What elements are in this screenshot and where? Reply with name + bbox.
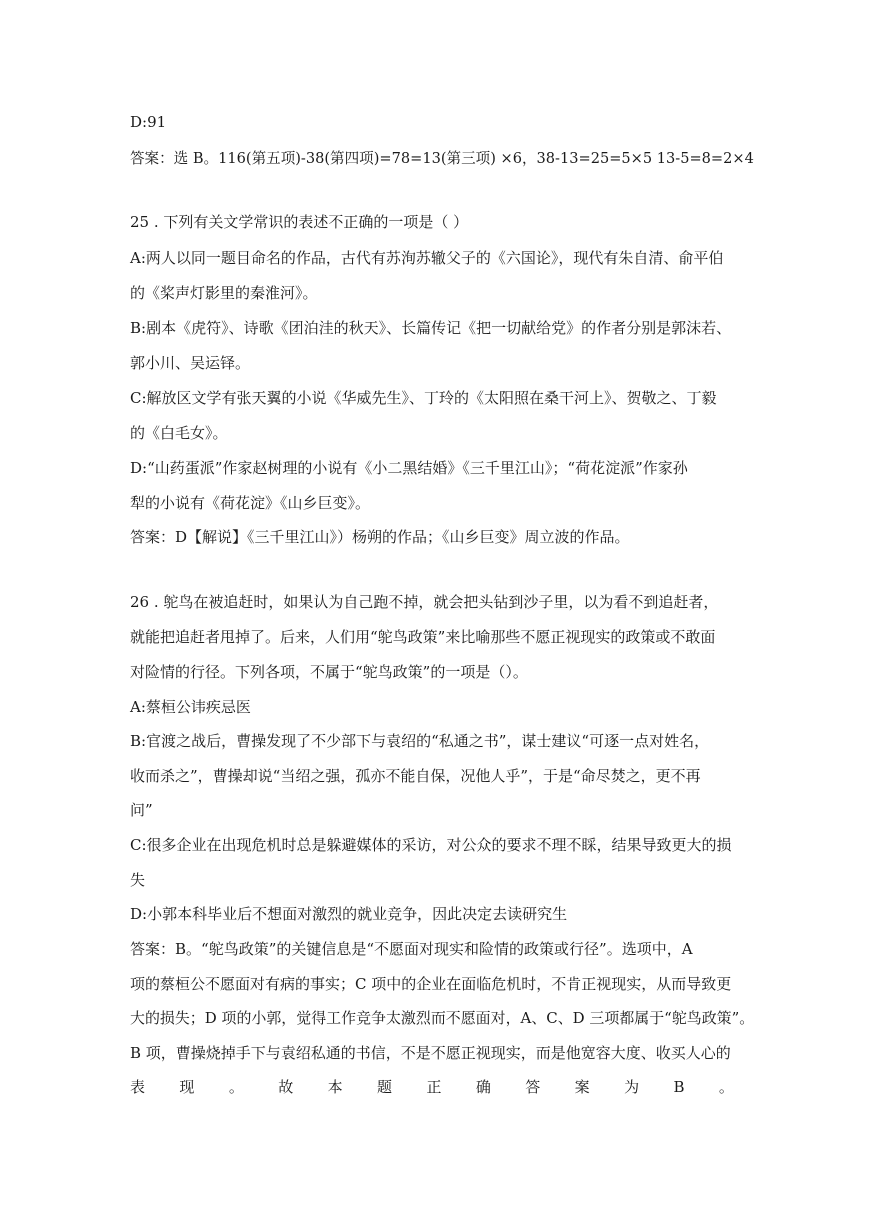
answer-char: 。 [228,1078,244,1096]
prev-answer: 答案：选 B。116(第五项)-38(第四项)=78=13(第三项) ×6，38-13=25=5×5 13-5=8=2×4 [130,149,754,167]
q26-answer-line5 [130,1077,734,1097]
answer-char: 本 [327,1078,343,1096]
answer-char: 现 [179,1078,195,1096]
answer-char: 。 [718,1078,734,1096]
q26-answer-line3: 大的损失；D 项的小郭，觉得工作竞争太激烈而不愿面对，A、C、D 三项都属于“鸵鸟政策”。 [130,1009,755,1027]
answer-char: 为 [624,1078,640,1096]
answer-char: 案 [574,1078,590,1096]
answer-char: 答 [525,1078,541,1096]
q25-option-a-line2: 的《桨声灯影里的秦淮河》。 [130,284,318,302]
q25-option-c-line1: C:解放区文学有张天翼的小说《华威先生》、丁玲的《太阳照在桑干河上》、贺敬之、丁毅 [130,389,717,407]
q26-stem-line3: 对险情的行径。下列各项，不属于“鸵鸟政策”的一项是（）。 [130,663,528,681]
q26-stem-line2: 就能把追赶者甩掉了。后来，人们用“鸵鸟政策”来比喻那些不愿正视现实的政策或不敢面 [130,628,716,646]
q25-option-c-line2: 的《白毛女》。 [130,424,228,442]
q26-answer-line1: 答案：B。“鸵鸟政策”的关键信息是“不愿面对现实和险情的政策或行径”。选项中，A [130,940,693,958]
q25-option-a-line1: A:两人以同一题目命名的作品，古代有苏洵苏辙父子的《六国论》，现代有朱自清、俞平伯 [130,249,724,267]
q26-answer-line2: 项的蔡桓公不愿面对有病的事实；C 项中的企业在面临危机时，不肯正视现实，从而导致更 [130,975,732,993]
q26-option-b-line1: B:官渡之战后，曹操发现了不少部下与袁绍的“私通之书”，谋士建议“可逐一点对姓名， [130,732,710,750]
q26-option-d: D:小郭本科毕业后不想面对激烈的就业竞争，因此决定去读研究生 [130,905,568,923]
prev-option-d: D:91 [130,113,167,131]
q26-option-b-line3: 问” [130,801,153,819]
q26-answer-line4: B 项，曹操烧掉手下与袁绍私通的书信，不是不愿正视现实，而是他宽容大度、收买人心的 [130,1044,731,1062]
q26-option-b-line2: 收而杀之”，曹操却说“当绍之强，孤亦不能自保，况他人乎”，于是“命尽焚之，更不再 [130,767,701,785]
q26-option-c-line1: C:很多企业在出现危机时总是躲避媒体的采访，对公众的要求不理不睬，结果导致更大的损 [130,836,732,854]
q26-stem-line1: 26 . 鸵鸟在被追赶时，如果认为自己跑不掉，就会把头钻到沙子里，以为看不到追赶者， [130,593,719,611]
answer-char: 故 [278,1078,294,1096]
q25-option-d-line1: D:“山药蛋派”作家赵树理的小说有《小二黑结婚》《三千里江山》；“荷花淀派”作家孙 [130,459,688,477]
answer-char: 确 [475,1078,491,1096]
q26-option-a: A:蔡桓公讳疾忌医 [130,698,251,716]
q25-option-b-line1: B:剧本《虎符》、诗歌《团泊洼的秋天》、长篇传记《把一切献给党》的作者分别是郭沫若、 [130,319,732,337]
q26-option-c-line2: 失 [130,871,146,889]
answer-char: 表 [130,1078,146,1096]
q25-option-b-line2: 郭小川、吴运铎。 [130,354,251,372]
answer-char: B [673,1078,685,1096]
answer-char: 正 [426,1078,442,1096]
q25-stem: 25 . 下列有关文学常识的表述不正确的一项是（ ） [130,213,469,231]
q25-answer: 答案：D【解说】《三千里江山》）杨朔的作品；《山乡巨变》周立波的作品。 [130,528,630,546]
answer-char: 题 [377,1078,393,1096]
q25-option-d-line2: 犁的小说有《荷花淀》《山乡巨变》。 [130,494,371,512]
